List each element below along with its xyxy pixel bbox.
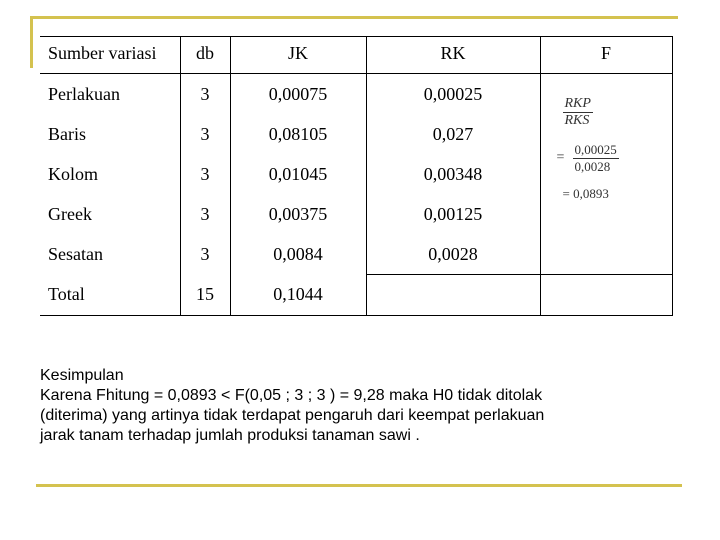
cell-source: Total	[40, 275, 180, 316]
cell-rk: 0,027	[366, 114, 540, 154]
cell-rk: 0,00125	[366, 194, 540, 234]
header-f: F	[540, 37, 672, 74]
cell-db: 3	[180, 114, 230, 154]
bottom-accent-line	[36, 484, 682, 487]
header-jk: JK	[230, 37, 366, 74]
top-accent-line	[30, 16, 678, 19]
cell-jk: 0,08105	[230, 114, 366, 154]
cell-jk: 0,00375	[230, 194, 366, 234]
cell-db: 3	[180, 194, 230, 234]
cell-rk: 0,00348	[366, 154, 540, 194]
conclusion-line: (diterima) yang artinya tidak terdapat pengaruh dari keempat perlakuan	[40, 407, 545, 424]
f-value-numerator: 0,00025	[574, 142, 617, 157]
cell-db: 15	[180, 275, 230, 316]
conclusion-line: jarak tanam terhadap jumlah produksi tanaman sawi .	[40, 427, 420, 444]
header-source: Sumber variasi	[40, 37, 180, 74]
cell-rk: 0,0028	[366, 234, 540, 275]
f-result: = 0,0893	[562, 186, 609, 201]
cell-source: Perlakuan	[40, 74, 180, 115]
table-row	[40, 74, 672, 115]
table-header-row	[40, 37, 672, 74]
cell-db: 3	[180, 154, 230, 194]
cell-f	[540, 275, 672, 316]
f-numerator: RKP	[564, 96, 591, 111]
f-denominator: RKS	[564, 113, 590, 128]
conclusion-line: Karena Fhitung = 0,0893 < F(0,05 ; 3 ; 3 ) = 9,28 maka H0 tidak ditolak	[40, 387, 543, 404]
f-cell	[540, 74, 672, 275]
cell-jk: 0,00075	[230, 74, 366, 115]
cell-source: Greek	[40, 194, 180, 234]
cell-rk	[366, 275, 540, 316]
cell-db: 3	[180, 234, 230, 275]
f-value-fraction	[573, 142, 619, 175]
cell-db: 3	[180, 74, 230, 115]
f-ratio-fraction	[563, 96, 593, 129]
cell-jk: 0,01045	[230, 154, 366, 194]
cell-source: Baris	[40, 114, 180, 154]
f-equals-sign: =	[556, 150, 565, 165]
cell-rk: 0,00025	[366, 74, 540, 115]
anova-table	[40, 36, 673, 316]
conclusion-heading: Kesimpulan	[40, 367, 124, 384]
header-db: db	[180, 37, 230, 74]
cell-jk: 0,0084	[230, 234, 366, 275]
f-value-denominator: 0,0028	[574, 159, 611, 174]
cell-source: Sesatan	[40, 234, 180, 275]
cell-source: Kolom	[40, 154, 180, 194]
cell-jk: 0,1044	[230, 275, 366, 316]
table-row	[40, 275, 672, 316]
header-rk: RK	[366, 37, 540, 74]
conclusion	[40, 366, 680, 446]
left-accent-line	[30, 16, 33, 68]
